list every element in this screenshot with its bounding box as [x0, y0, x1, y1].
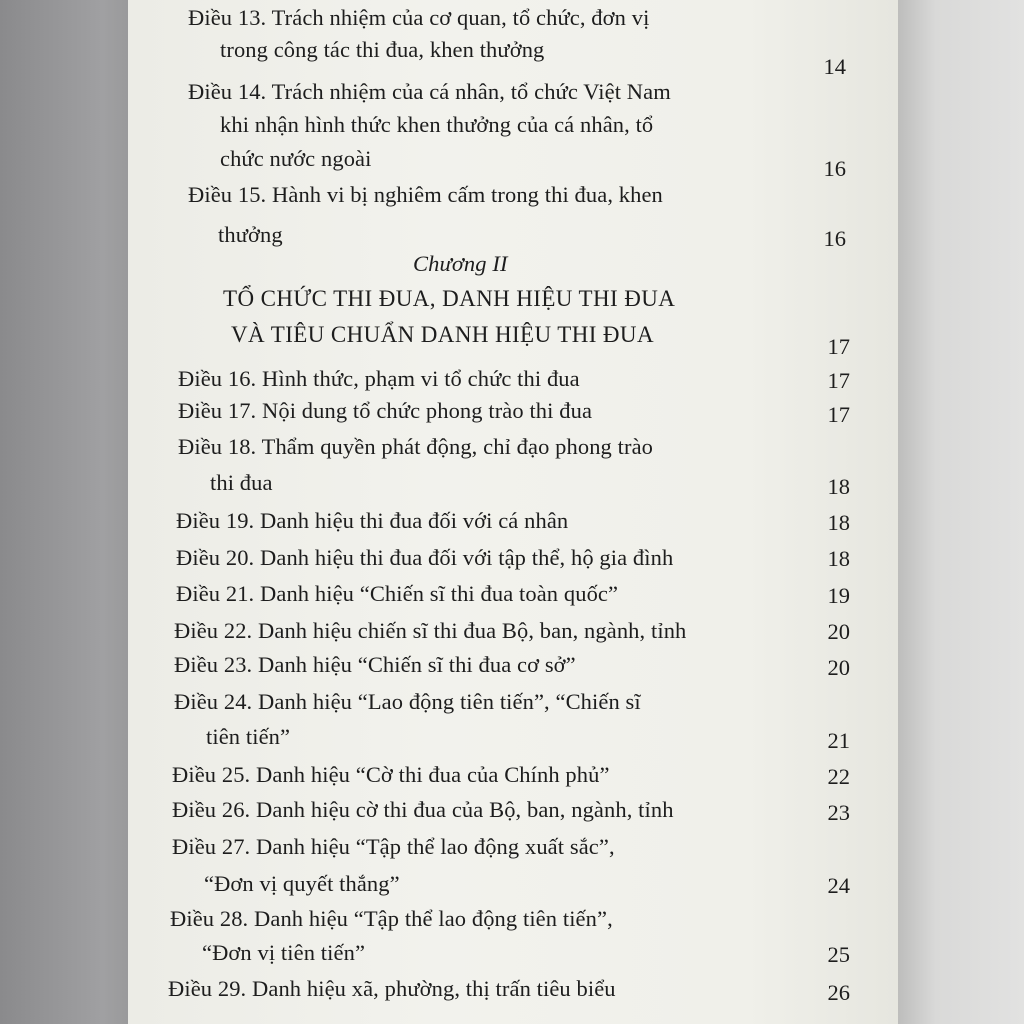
toc-line: thi đua	[210, 470, 273, 495]
toc-line: Điều 29. Danh hiệu xã, phường, thị trấn tiêu biểu	[168, 976, 616, 1001]
toc-page-number: 19	[827, 583, 850, 608]
toc-line: Điều 16. Hình thức, phạm vi tổ chức thi đua	[178, 366, 580, 391]
toc-line: Điều 17. Nội dung tổ chức phong trào thi đua	[178, 398, 593, 423]
toc-line: tiên tiến”	[206, 724, 291, 749]
toc-page-number: 22	[827, 764, 850, 789]
toc-page-number: 17	[827, 334, 850, 359]
toc-line: khi nhận hình thức khen thưởng của cá nhân, tổ	[220, 112, 654, 137]
toc-line: Điều 14. Trách nhiệm của cá nhân, tổ chức Việt Nam	[188, 79, 671, 104]
toc-line: Điều 22. Danh hiệu chiến sĩ thi đua Bộ, ban, ngành, tỉnh	[174, 618, 687, 643]
toc-line: thưởng	[218, 222, 283, 247]
toc-line: Điều 27. Danh hiệu “Tập thể lao động xuất sắc”,	[172, 834, 615, 859]
toc-page-number: 16	[823, 156, 846, 181]
toc-line: Điều 25. Danh hiệu “Cờ thi đua của Chính phủ”	[172, 762, 610, 787]
toc-line: Điều 15. Hành vi bị nghiêm cấm trong thi đua, khen	[188, 182, 663, 207]
toc-page-number: 17	[827, 402, 850, 427]
book-spine-shadow	[0, 0, 128, 1024]
toc-line: Điều 19. Danh hiệu thi đua đối với cá nhân	[176, 508, 569, 533]
toc-line: chức nước ngoài	[220, 146, 372, 171]
toc-page-number: 25	[827, 942, 850, 967]
toc-page-number: 17	[827, 368, 850, 393]
next-page-edge	[898, 0, 1024, 1024]
toc-line: Điều 18. Thẩm quyền phát động, chỉ đạo phong trào	[178, 434, 654, 459]
toc-page-number: 18	[827, 510, 850, 535]
toc-line: trong công tác thi đua, khen thưởng	[220, 37, 545, 62]
toc-page-number: 24	[827, 873, 850, 898]
chapter-heading: VÀ TIÊU CHUẨN DANH HIỆU THI ĐUA	[231, 322, 654, 347]
toc-line: Điều 13. Trách nhiệm của cơ quan, tổ chức, đơn vị	[188, 5, 650, 30]
toc-page-number: 20	[827, 655, 850, 680]
toc-page-number: 26	[827, 980, 850, 1005]
toc-page-number: 21	[827, 728, 850, 753]
toc-page-number: 20	[827, 619, 850, 644]
toc-line: “Đơn vị quyết thắng”	[204, 871, 400, 896]
toc-page-number: 18	[827, 474, 850, 499]
toc-line: “Đơn vị tiên tiến”	[202, 940, 366, 965]
toc-line: Điều 26. Danh hiệu cờ thi đua của Bộ, ban, ngành, tỉnh	[172, 797, 674, 822]
toc-page-number: 16	[823, 226, 846, 251]
book-page	[128, 0, 898, 1024]
toc-page-number: 18	[827, 546, 850, 571]
chapter-heading: TỔ CHỨC THI ĐUA, DANH HIỆU THI ĐUA	[223, 286, 676, 311]
chapter-title: Chương II	[413, 251, 508, 276]
toc-line: Điều 28. Danh hiệu “Tập thể lao động tiên tiến”,	[170, 906, 613, 931]
toc-line: Điều 24. Danh hiệu “Lao động tiên tiến”, “Chiến sĩ	[174, 689, 641, 714]
toc-page-number: 23	[827, 800, 850, 825]
toc-page-number: 14	[823, 54, 846, 79]
toc-line: Điều 20. Danh hiệu thi đua đối với tập thể, hộ gia đình	[176, 545, 674, 570]
toc-line: Điều 21. Danh hiệu “Chiến sĩ thi đua toàn quốc”	[176, 581, 619, 606]
toc-line: Điều 23. Danh hiệu “Chiến sĩ thi đua cơ sở”	[174, 652, 576, 677]
